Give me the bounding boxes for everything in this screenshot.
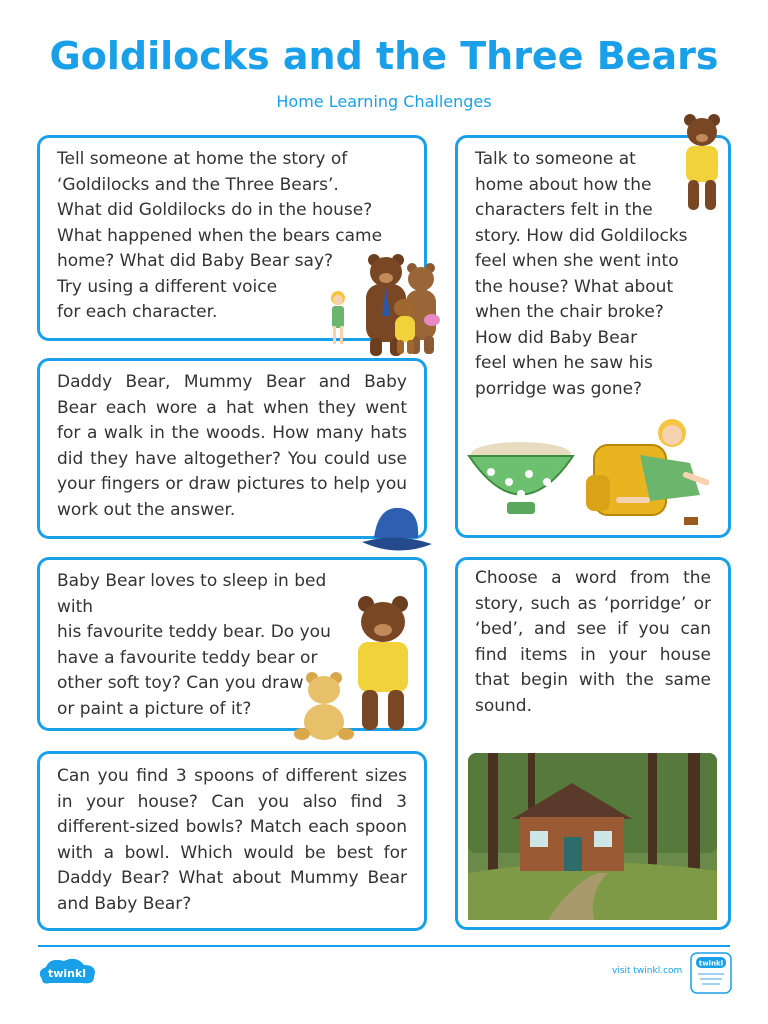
teddy-bear-toy (294, 672, 354, 740)
challenge-hats-text: Daddy Bear, Mummy Bear and Baby Bear each wore a hat when they went for a walk in the woods. How many hats did they have altogether? You could use your fingers or draw pictures to help you work out the answer. (57, 372, 407, 520)
footer-divider (38, 945, 730, 947)
goldilocks-figure (331, 291, 345, 344)
twinkl-logo[interactable] (36, 957, 98, 987)
badge-logo-text: twinkl (698, 959, 724, 968)
challenge-teddy-text: Baby Bear loves to sleep in bed with his favourite teddy bear. Do you have a favourite teddy bear or other soft toy? Can you draw or paint a picture of it? (57, 571, 331, 719)
challenge-spoons-text: Can you find 3 spoons of different sizes in your house? Can you also find 3 different-sized bowls? Match each spoon with a bowl. Which would be best for Daddy Bear? What about Mummy Bear and Baby Bear? (57, 766, 407, 914)
goldilocks-broken-chair-illustration (580, 405, 725, 530)
porridge-bowl-illustration (465, 438, 580, 520)
blue-hat-illustration (362, 502, 432, 554)
challenge-feelings-text: Talk to someone at home about how the characters felt in the story. How did Goldilocks feel when she went into the house? What about when the chair broke? How did Baby Bear feel when he saw his porridge was gone? (475, 149, 688, 399)
baby-bear-figure (394, 299, 415, 354)
three-bears-illustration (318, 246, 448, 364)
footer-url[interactable]: visit twinkl.com (612, 966, 683, 976)
twinkl-logo-text: twinkl (47, 967, 87, 980)
baby-bear-with-teddy-illustration (284, 596, 426, 744)
page-title: Goldilocks and the Three Bears (49, 34, 719, 78)
baby-bear-yellow-top-illustration (678, 112, 726, 216)
baby-bear-figure (358, 596, 408, 730)
challenge-story-text: Tell someone at home the story of ‘Goldilocks and the Three Bears’. What did Goldilocks do in the house? What happened when the bears came home? What did Baby Bear say? Try using a different voice for each character. (57, 149, 383, 322)
quality-approved-badge (690, 952, 732, 994)
challenge-sounds-text: Choose a word from the story, such as ‘porridge’ or ‘bed’, and see if you can find items in your house that begin with the same sound. (475, 568, 711, 716)
forest-cottage-illustration (468, 753, 717, 920)
page-subtitle: Home Learning Challenges (276, 92, 492, 111)
